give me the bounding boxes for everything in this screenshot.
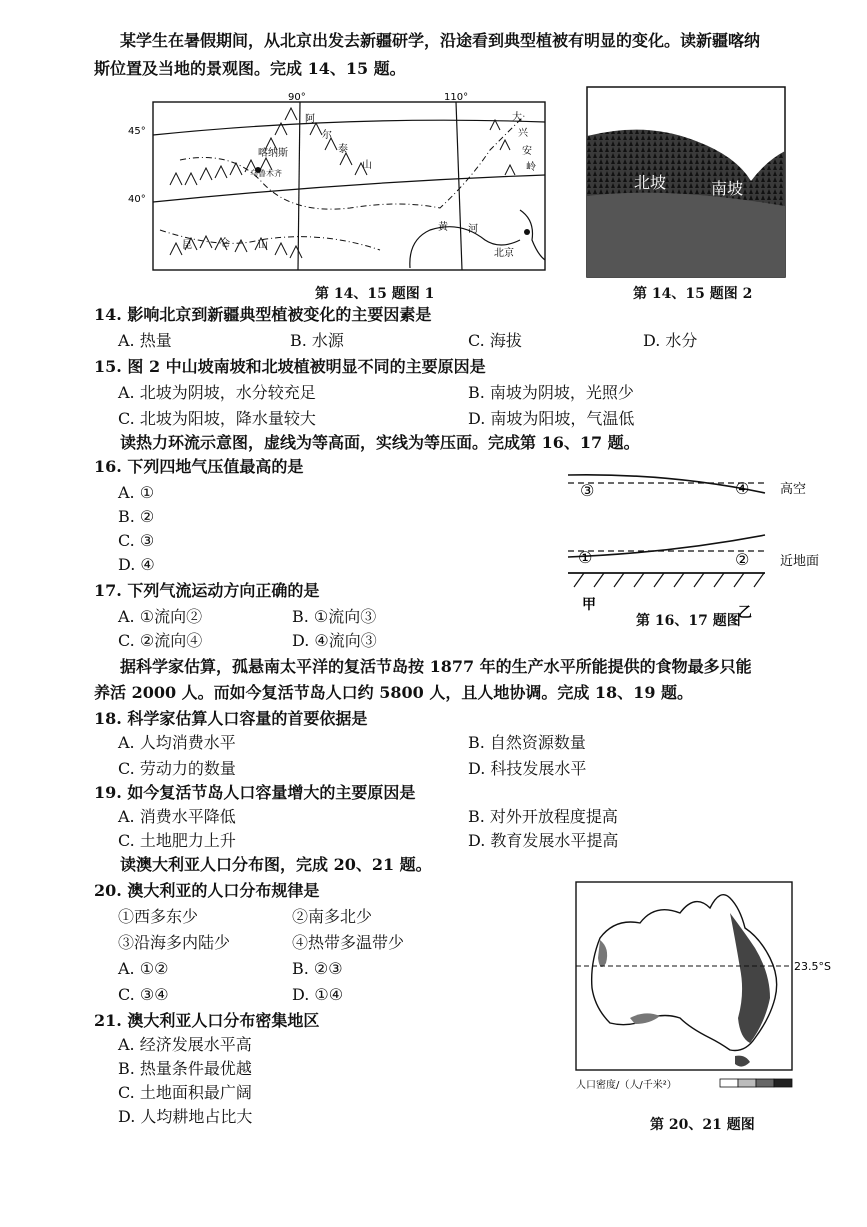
xingan-char-2: 兴 xyxy=(518,128,528,139)
figure-14-15-1-caption: 第 14、15 题图 1 xyxy=(315,286,435,302)
q17-option-b: B. ①流向③ xyxy=(292,607,377,626)
q18-option-b: B. 自然资源数量 xyxy=(468,733,586,752)
upper-air-label: 高空 xyxy=(780,482,807,497)
q21-stem: 21. 澳大利亚人口分布密集地区 xyxy=(94,1011,320,1030)
q17-option-d: D. ④流向③ xyxy=(292,631,377,650)
legend-box-1 xyxy=(720,1079,738,1087)
point-1-label: ① xyxy=(578,548,593,567)
q19-stem: 19. 如今复活节岛人口容量增大的主要原因是 xyxy=(94,783,416,802)
q14-option-c: C. 海拔 xyxy=(468,331,522,350)
lon-90-label: 90° xyxy=(288,92,306,103)
q16-stem: 16. 下列四地气压值最高的是 xyxy=(94,457,304,476)
q15-option-b: B. 南坡为阴坡，光照少 xyxy=(468,383,634,402)
figure-16-17-caption: 第 16、17 题图 xyxy=(636,613,741,629)
point-3-label: ③ xyxy=(580,481,595,500)
q19-option-b: B. 对外开放程度提高 xyxy=(468,807,618,826)
q21-option-b: B. 热量条件最优越 xyxy=(118,1059,252,1078)
altai-char-2: 尔 xyxy=(322,130,332,141)
intro-18-19-line2: 养活 2000 人。而如今复活节岛人口约 5800 人，且人地协调。完成 18、19 题。 xyxy=(94,683,694,702)
q21-option-d: D. 人均耕地占比大 xyxy=(118,1107,253,1126)
point-4-label: ④ xyxy=(735,479,750,498)
north-slope-label: 北坡 xyxy=(634,173,667,192)
q14-option-b: B. 水源 xyxy=(290,331,344,350)
tropic-label: 23.5°S xyxy=(794,960,831,973)
figure-14-15-2-caption: 第 14、15 题图 2 xyxy=(633,286,753,302)
intro-18-19-line1: 据科学家估算，孤悬南太平洋的复活节岛按 1877 年的生产水平所能提供的食物最多只能 xyxy=(120,657,752,676)
q19-option-a: A. 消费水平降低 xyxy=(118,807,236,826)
altai-char-3: 泰 xyxy=(338,144,348,155)
legend-box-4 xyxy=(774,1079,792,1087)
q21-option-c: C. 土地面积最广阔 xyxy=(118,1083,252,1102)
q18-stem: 18. 科学家估算人口容量的首要依据是 xyxy=(94,709,368,728)
q19-option-c: C. 土地肥力上升 xyxy=(118,831,236,850)
altai-char-1: 阿 xyxy=(305,114,315,125)
q20-option-a: A. ①② xyxy=(118,959,169,978)
xingan-char-1: 大 xyxy=(512,112,522,123)
q20-statement-2: ②南多北少 xyxy=(292,907,373,926)
q15-option-c: C. 北坡为阳坡，降水量较大 xyxy=(118,409,316,428)
q20-option-d: D. ①④ xyxy=(292,985,344,1004)
q16-option-c: C. ③ xyxy=(118,531,155,550)
q21-option-a: A. 经济发展水平高 xyxy=(118,1035,252,1054)
lat-45-label: 45° xyxy=(128,126,146,137)
figure-20-21-caption: 第 20、21 题图 xyxy=(650,1117,755,1133)
q20-option-b: B. ②③ xyxy=(292,959,343,978)
q20-statement-4: ④热带多温带少 xyxy=(292,933,405,952)
kunlun-char-3: 山 xyxy=(258,240,268,251)
near-ground-label: 近地面 xyxy=(780,554,820,569)
location-jia-label: 甲 xyxy=(582,597,596,613)
q20-stem: 20. 澳大利亚的人口分布规律是 xyxy=(94,881,320,900)
xingan-char-3: 安 xyxy=(522,146,532,157)
q15-option-d: D. 南坡为阳坡，气温低 xyxy=(468,409,635,428)
figure-14-15-map xyxy=(128,90,555,280)
xingan-char-4: 岭 xyxy=(526,162,536,173)
q14-option-d: D. 水分 xyxy=(643,331,698,350)
q19-option-d: D. 教育发展水平提高 xyxy=(468,831,619,850)
lat-40-label: 40° xyxy=(128,194,146,205)
intro-20-21: 读澳大利亚人口分布图，完成 20、21 题。 xyxy=(120,855,432,874)
q15-stem: 15. 图 2 中山坡南坡和北坡植被明显不同的主要原因是 xyxy=(94,357,486,376)
figure-20-21-australia-map xyxy=(570,878,840,1093)
q18-option-d: D. 科技发展水平 xyxy=(468,759,587,778)
q14-stem: 14. 影响北京到新疆典型植被变化的主要因素是 xyxy=(94,305,432,324)
point-2-label: ② xyxy=(735,550,750,569)
figure-14-15-photo xyxy=(586,86,786,278)
q14-option-a: A. 热量 xyxy=(118,331,172,350)
urumqi-label: 乌鲁木齐 xyxy=(250,169,282,178)
q18-option-a: A. 人均消费水平 xyxy=(118,733,236,752)
huanghe-char-2: 河 xyxy=(468,224,478,235)
intro-14-15-line2: 斯位置及当地的景观图。完成 14、15 题。 xyxy=(94,59,406,78)
kanas-label: 喀纳斯 xyxy=(258,148,288,159)
kunlun-char-2: 仑 xyxy=(220,238,230,249)
q16-option-a: A. ① xyxy=(118,483,155,502)
intro-14-15-line1: 某学生在暑假期间，从北京出发去新疆研学，沿途看到典型植被有明显的变化。读新疆喀纳 xyxy=(120,31,761,50)
intro-16-17: 读热力环流示意图，虚线为等高面，实线为等压面。完成第 16、17 题。 xyxy=(120,433,640,452)
q20-statement-1: ①西多东少 xyxy=(118,907,199,926)
beijing-label: 北京 xyxy=(494,248,514,259)
q18-option-c: C. 劳动力的数量 xyxy=(118,759,236,778)
altai-char-4: 山 xyxy=(362,160,372,171)
q20-statement-3: ③沿海多内陆少 xyxy=(118,933,231,952)
q15-option-a: A. 北坡为阴坡，水分较充足 xyxy=(118,383,316,402)
density-legend-label: 人口密度/（人/千米²） xyxy=(576,1080,677,1091)
legend-box-2 xyxy=(738,1079,756,1087)
legend-box-3 xyxy=(756,1079,774,1087)
q17-option-c: C. ②流向④ xyxy=(118,631,203,650)
lon-110-label: 110° xyxy=(444,92,469,103)
location-yi-label: 乙 xyxy=(738,605,752,621)
q17-option-a: A. ①流向② xyxy=(118,607,203,626)
q20-option-c: C. ③④ xyxy=(118,985,169,1004)
kunlun-char-1: 昆 xyxy=(182,240,192,251)
south-slope-label: 南坡 xyxy=(711,179,744,198)
q17-stem: 17. 下列气流运动方向正确的是 xyxy=(94,581,320,600)
q16-option-d: D. ④ xyxy=(118,555,155,574)
q16-option-b: B. ② xyxy=(118,507,155,526)
huanghe-char-1: 黄 xyxy=(438,222,448,233)
